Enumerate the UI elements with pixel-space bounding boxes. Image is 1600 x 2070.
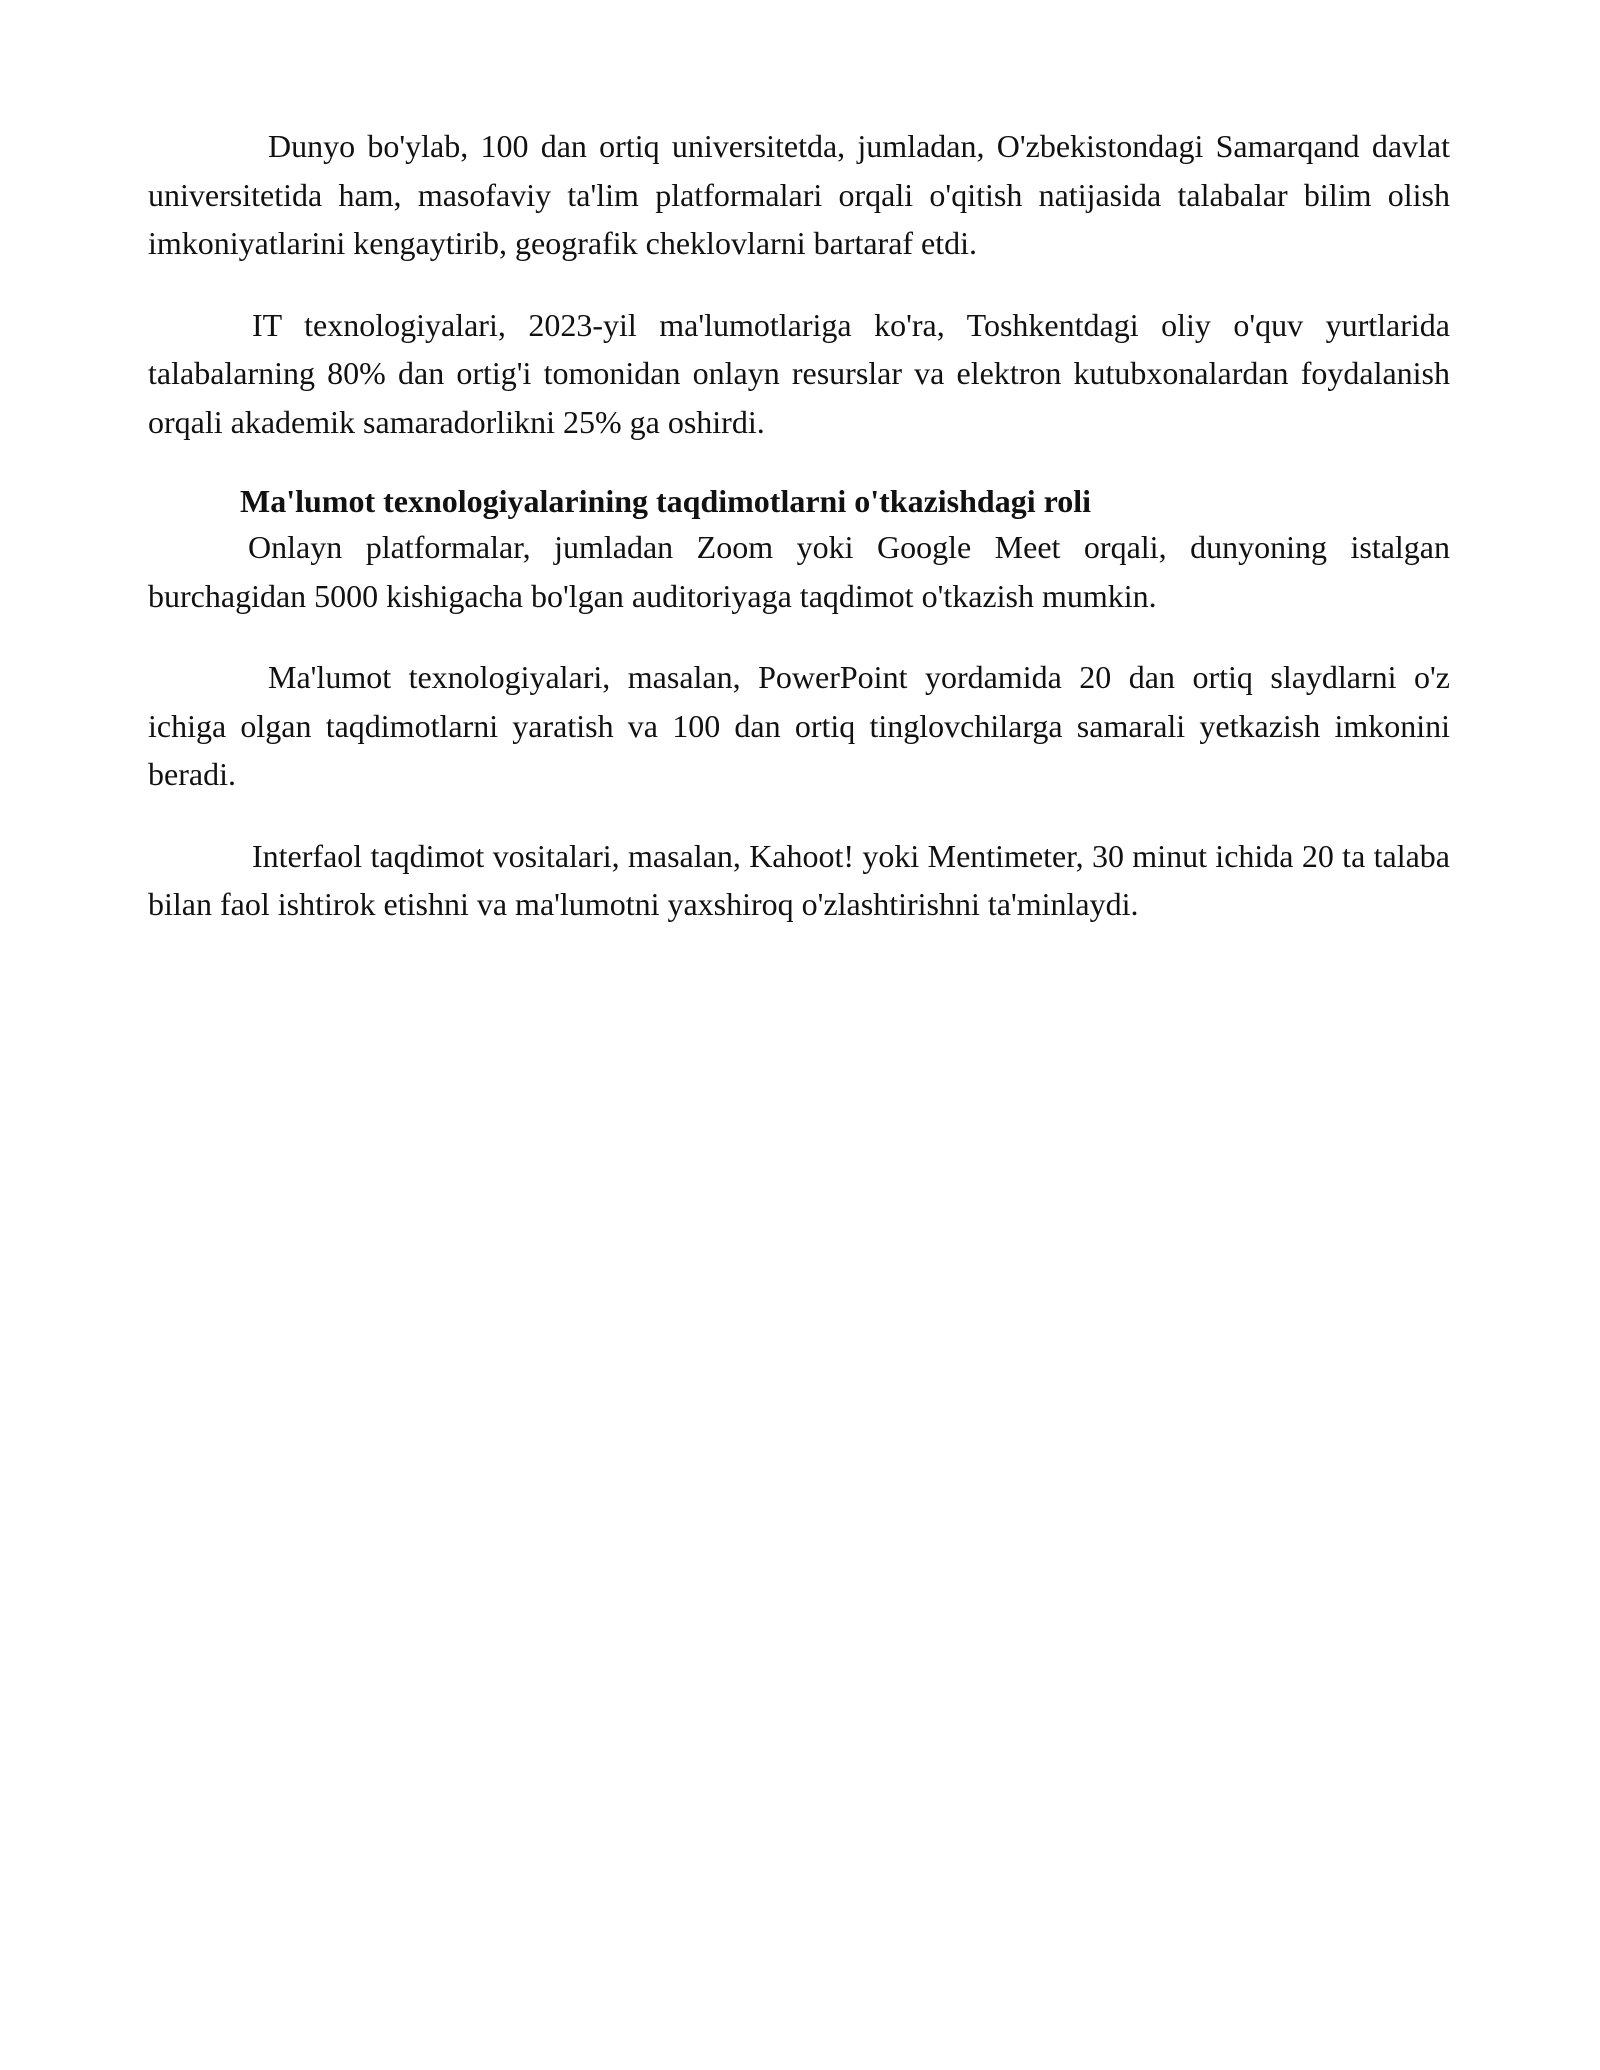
- section-heading: Ma'lumot texnologiyalarining taqdimotlarni o'tkazishdagi roli: [240, 483, 1092, 519]
- paragraph-online-platforms: Onlayn platformalar, jumladan Zoom yoki Google Meet orqali, dunyoning istalgan burchagidan 5000 kishigacha bo'lgan auditoriyaga taqdimot o'tkazish mumkin.: [148, 529, 1450, 614]
- document-body: [148, 122, 1450, 929]
- paragraph-interactive-tools: Interfaol taqdimot vositalari, masalan, Kahoot! yoki Mentimeter, 30 minut ichida 20 ta talaba bilan faol ishtirok etishni va ma'lumotni yaxshiroq o'zlashtirishni ta'minlaydi.: [148, 837, 1450, 922]
- paragraph-distance-learning: Dunyo bo'ylab, 100 dan ortiq universitetda, jumladan, O'zbekistondagi Samarqand davlat universitetida ham, masofaviy ta'lim platformalari orqali o'qitish natijasida talabalar bilim olish imkoniyatlarini kengaytirib, geografik cheklovlarni bartaraf etdi.: [148, 128, 1450, 261]
- paragraph-powerpoint: Ma'lumot texnologiyalari, masalan, PowerPoint yordamida 20 dan ortiq slaydlarni o'z ichiga olgan taqdimotlarni yaratish va 100 dan ortiq tinglovchilarga samarali yetkazish imkonini beradi.: [148, 659, 1450, 792]
- paragraph-it-technologies: IT texnologiyalari, 2023-yil ma'lumotlariga ko'ra, Toshkentdagi oliy o'quv yurtlarida talabalarning 80% dan ortig'i tomonidan onlayn resurslar va elektron kutubxonalardan foydalanish orqali akademik samaradorlikni 25% ga oshirdi.: [148, 306, 1450, 440]
